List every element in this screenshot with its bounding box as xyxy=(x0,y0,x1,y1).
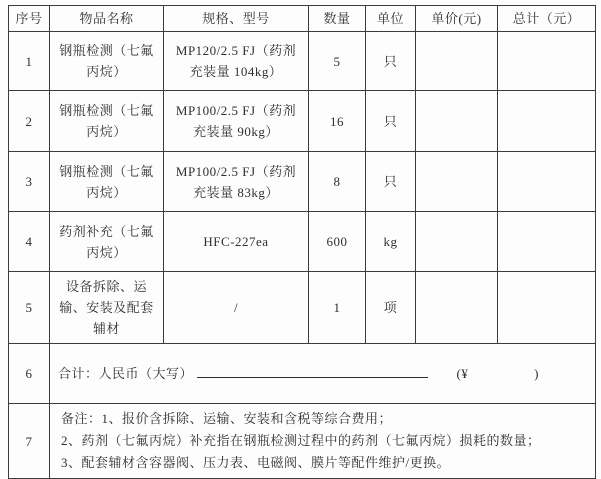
item-row-3 xyxy=(9,152,596,212)
header-spec: 规格、型号 xyxy=(164,6,309,32)
header-row xyxy=(9,6,596,32)
header-unit: 单位 xyxy=(366,6,416,32)
total-cell xyxy=(498,212,596,272)
spec-cell: MP100/2.5 FJ（药剂充装量 90kg） xyxy=(164,91,309,152)
notes-row xyxy=(9,404,596,479)
unit-price-cell xyxy=(416,272,498,344)
header-seq: 序号 xyxy=(9,6,50,32)
seq-cell: 6 xyxy=(9,344,50,404)
total-cell xyxy=(498,32,596,91)
item-row-4 xyxy=(9,212,596,272)
item-row-5 xyxy=(9,272,596,344)
unit-price-cell xyxy=(416,91,498,152)
item-row-2 xyxy=(9,91,596,152)
unit-cell: 只 xyxy=(366,91,416,152)
unit-cell: kg xyxy=(366,212,416,272)
qty-cell: 5 xyxy=(309,32,366,91)
spec-cell: HFC-227ea xyxy=(164,212,309,272)
spec-cell: MP120/2.5 FJ（药剂充装量 104kg） xyxy=(164,32,309,91)
total-cell xyxy=(498,272,596,344)
unit-cell: 项 xyxy=(366,272,416,344)
spec-cell: / xyxy=(164,272,309,344)
item-name-cell: 药剂补充（七氟丙烷） xyxy=(50,212,164,272)
total-cell xyxy=(498,152,596,212)
seq-cell: 4 xyxy=(9,212,50,272)
grand-total-label: 合计：人民币（大写） xyxy=(58,366,194,381)
notes-cell xyxy=(50,404,596,479)
header-total: 总计（元） xyxy=(498,6,596,32)
qty-cell: 8 xyxy=(309,152,366,212)
item-name-cell: 钢瓶检测（七氟丙烷） xyxy=(50,91,164,152)
grand-total-row xyxy=(9,344,596,404)
unit-price-cell xyxy=(416,32,498,91)
qty-cell: 600 xyxy=(309,212,366,272)
unit-cell: 只 xyxy=(366,32,416,91)
unit-cell: 只 xyxy=(366,152,416,212)
currency-open-paren: (¥ xyxy=(456,366,469,381)
amount-in-words-blank xyxy=(197,363,428,378)
note-line-3: 3、配套辅材含容器阀、压力表、电磁阀、膜片等配件维护/更换。 xyxy=(61,455,451,470)
seq-cell: 5 xyxy=(9,272,50,344)
total-cell xyxy=(498,91,596,152)
spec-cell: MP100/2.5 FJ（药剂充装量 83kg） xyxy=(164,152,309,212)
grand-total-cell xyxy=(50,344,596,404)
note-line-1: 备注：1、报价含拆除、运输、安装和含税等综合费用； xyxy=(61,411,393,426)
header-qty: 数量 xyxy=(309,6,366,32)
seq-cell: 3 xyxy=(9,152,50,212)
qty-cell: 1 xyxy=(309,272,366,344)
item-name-cell: 钢瓶检测（七氟丙烷） xyxy=(50,32,164,91)
unit-price-cell xyxy=(416,152,498,212)
quotation-table xyxy=(8,5,596,479)
currency-close-paren: ) xyxy=(534,366,539,381)
item-name-cell: 钢瓶检测（七氟丙烷） xyxy=(50,152,164,212)
item-name-cell: 设备拆除、运输、安装及配套辅材 xyxy=(50,272,164,344)
seq-cell: 1 xyxy=(9,32,50,91)
note-line-2: 2、药剂（七氟丙烷）补充指在钢瓶检测过程中的药剂（七氟丙烷）损耗的数量； xyxy=(61,433,541,448)
qty-cell: 16 xyxy=(309,91,366,152)
seq-cell: 2 xyxy=(9,91,50,152)
header-unit-price: 单价(元) xyxy=(416,6,498,32)
unit-price-cell xyxy=(416,212,498,272)
header-item-name: 物品名称 xyxy=(50,6,164,32)
item-row-1 xyxy=(9,32,596,91)
seq-cell: 7 xyxy=(9,404,50,479)
